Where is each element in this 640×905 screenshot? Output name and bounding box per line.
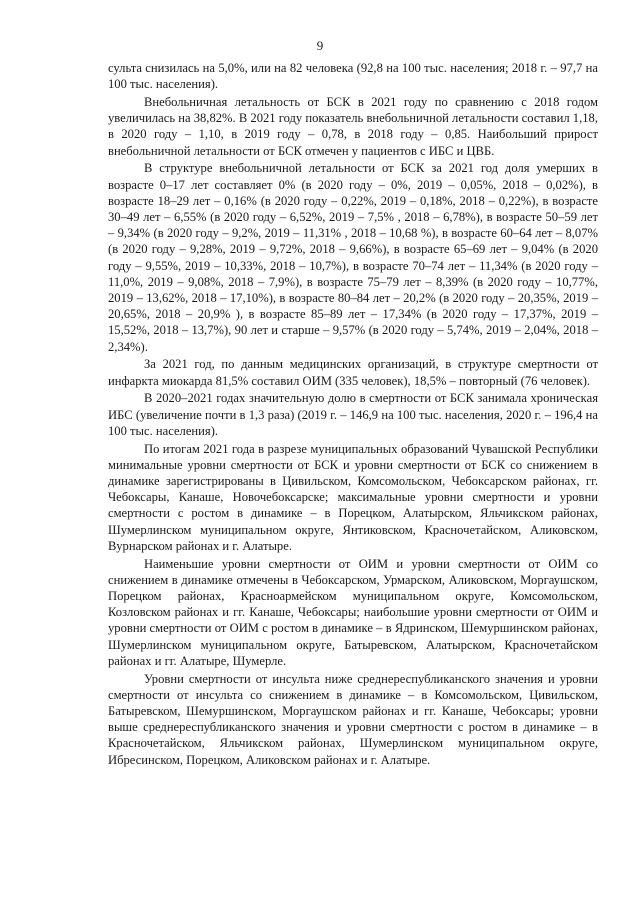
page-number: 9 [316, 38, 324, 53]
document-body [108, 60, 598, 768]
paragraph-4: За 2021 год, по данным медицинских организаций, в структуре смертности от инфаркта миокарда 81,5% составил ОИМ (335 человек), 18,5% – повторный (76 человек). [108, 357, 598, 388]
paragraph-5: В 2020–2021 годах значительную долю в смертности от БСК занимала хроническая ИБС (увеличение почти в 1,3 раза) (2019 г. – 146,9 на 100 тыс. населения, 2020 г. – 196,4 на 100 тыс. населения). [108, 391, 598, 438]
paragraph-3: В структуре внебольничной летальности от БСК за 2021 год доля умерших в возрасте 0–17 лет составляет 0% (в 2020 году – 0%, 2019 – 0,05%, 2018 – 0,02%), в возрасте 18–29 лет – 0,16% (в 2020 году – 0,22%, 2019 – 0,18%, 2018 – 0,22%), в возрасте 30–49 лет – 6,55% (в 2020 году – 6,52%, 2019 – 7,5% , 2018 – 6,78%), в возрасте 50–59 лет – 9,34% (в 2020 году – 9,2%, 2019 – 11,31% , 2018 – 10,68 %), в возрасте 60–64 лет – 8,07% (в 2020 году – 9,28%, 2019 – 9,72%, 2018 – 9,66%), в возрасте 65–69 лет – 9,04% (в 2020 году – 9,55%, 2019 – 10,33%, 2018 – 10,7%), в возрасте 70–74 лет – 11,34% (в 2020 году – 11,0%, 2019 – 9,08%, 2018 – 7,9%), в возрасте 75–79 лет – 8,39% (в 2020 году – 10,77%, 2019 – 13,62%, 2018 – 17,10%), в возрасте 80–84 лет – 20,2% (в 2020 году – 20,35%, 2019 – 20,65%, 2018 – 20,9% ), в возрасте 85–89 лет – 17,34% (в 2020 году – 17,37%, 2019 – 15,52%, 2018 – 13,7%), 90 лет и старше – 9,57% (в 2020 году – 5,74%, 2019 – 2,04%, 2018 – 2,34%). [108, 161, 598, 354]
paragraph-6: По итогам 2021 года в разрезе муниципальных образований Чувашской Республики минимальные уровни смертности от БСК и уровни смертности от БСК со снижением в динамике зарегистрированы в Цивильском, Комсомольском, Чебоксарском районах, гг. Чебоксары, Канаше, Новочебоксарске; максимальные уровни смертности и уровни смертности с ростом в динамике – в Порецком, Алатырском, Яльчикском районах, Шумерлинском муниципальном округе, Янтиковском, Красночетайском, Аликовском, Вурнарском районах и г. Алатыре. [108, 441, 598, 553]
paragraph-7: Наименьшие уровни смертности от ОИМ и уровни смертности от ОИМ со снижением в динамике отмечены в Чебоксарском, Урмарском, Аликовском, Моргаушском, Порецком районах, Красноармейском муниципальном округе, Комсомольском, Козловском районах и гг. Канаше, Чебоксары; наибольшие уровни смертности от ОИМ и уровни смертности от ОИМ с ростом в динамике – в Ядринском, Шемуршинском районах, Шумерлинском муниципальном округе, Батыревском, Алатырском, Красночетайском районах и гг. Алатыре, Шумерле. [108, 556, 598, 668]
paragraph-1: сульта снизилась на 5,0%, или на 82 человека (92,8 на 100 тыс. населения; 2018 г. – 97,7 на 100 тыс. населения). [108, 61, 598, 92]
paragraph-2: Внебольничная летальность от БСК в 2021 году по сравнению с 2018 годом увеличилась на 38,82%. В 2021 году показатель внебольничной летальности составил 1,18, в 2020 году – 1,10, в 2019 году – 0,78, в 2018 году – 0,85. Наибольший прирост внебольничной летальности от БСК отмечен у пациентов с ИБС и ЦВБ. [108, 95, 598, 158]
paragraph-8: Уровни смертности от инсульта ниже среднереспубликанского значения и уровни смертности от инсульта со снижением в динамике – в Комсомольском, Цивильском, Батыревском, Шемуршинском, Моргаушском районах и гг. Канаше, Чебоксары; уровни выше среднереспубликанского значения и уровни смертности с ростом в динамике – в Красночетайском, Яльчикском районах, Шумерлинском муниципальном округе, Ибресинском, Порецком, Аликовском районах и г. Алатыре. [108, 671, 598, 767]
